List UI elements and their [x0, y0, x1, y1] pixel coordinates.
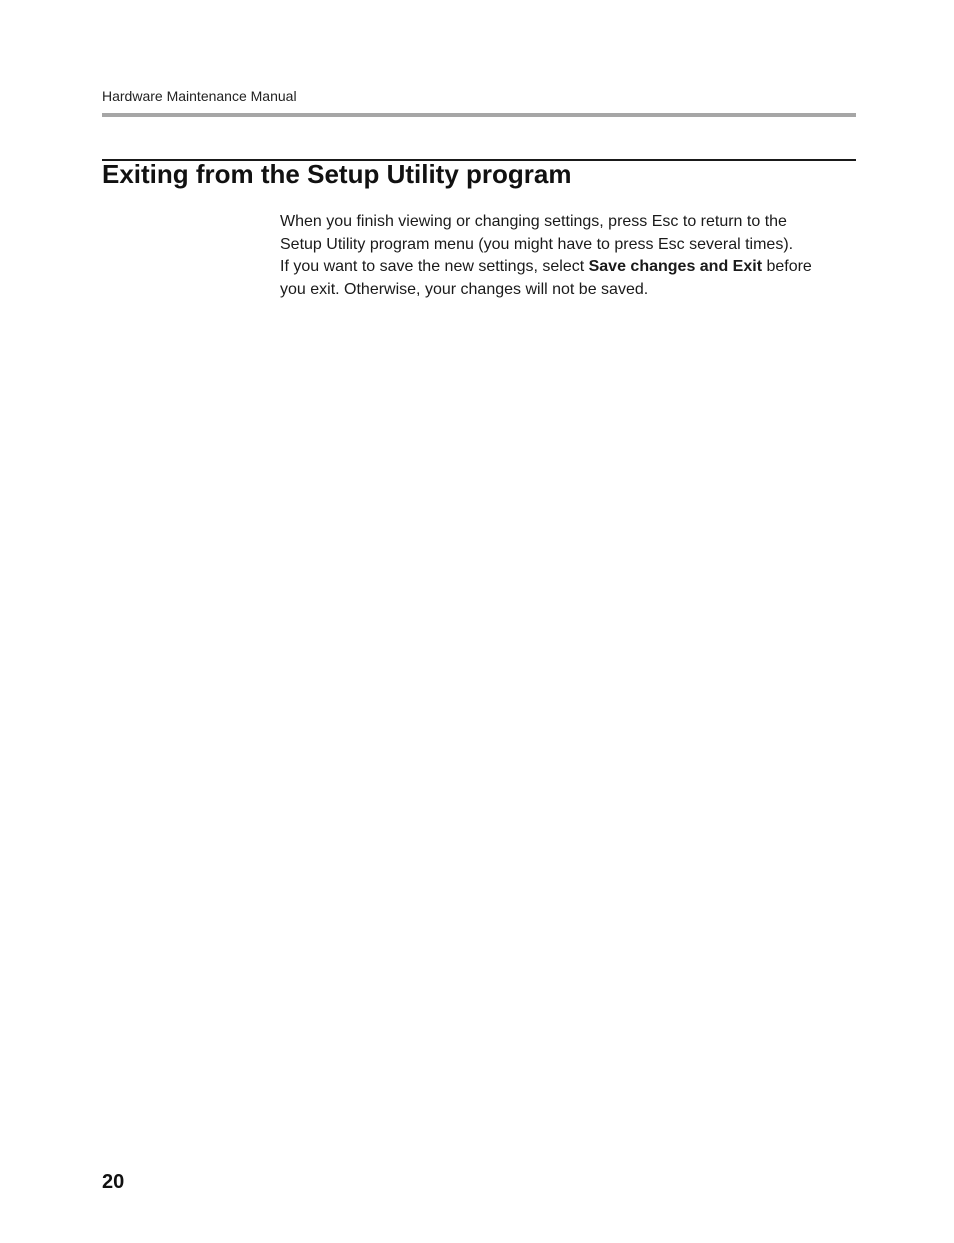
page-number: 20	[102, 1171, 125, 1193]
section-title: Exiting from the Setup Utility program	[102, 159, 572, 189]
paragraph-line-3-lead: If you want to save the new settings, select	[280, 258, 589, 275]
paragraph-line-2: Setup Utility program menu (you might have to press Esc several times).	[280, 235, 794, 253]
paragraph-line-3-tail: before	[762, 258, 812, 275]
body-paragraph	[280, 211, 856, 301]
save-changes-and-exit-term: Save changes and Exit	[588, 258, 763, 275]
running-header: Hardware Maintenance Manual	[102, 88, 297, 104]
header-rule	[102, 113, 856, 117]
paragraph-line-1: When you finish viewing or changing settings, press Esc to return to the	[280, 213, 787, 230]
paragraph-line-3	[280, 256, 856, 279]
paragraph-line-4: you exit. Otherwise, your changes will not be saved.	[280, 280, 649, 298]
